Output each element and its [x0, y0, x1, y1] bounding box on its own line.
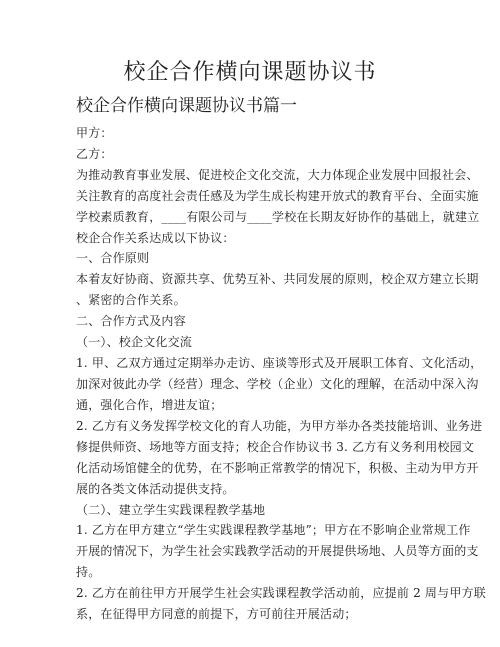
subsection-heading-line: （一）、校企文化交流 — [76, 335, 193, 349]
party-b-line: 乙方： — [76, 147, 113, 161]
paragraph-line: 通，强化合作，增进友谊； — [76, 398, 223, 412]
paragraph-line: 持。 — [76, 565, 101, 579]
paragraph-line: 1. 甲、乙双方通过定期举办走访、座谈等形式及开展职工体育、文化活动， — [76, 356, 483, 370]
paragraph-line: 校企合作关系达成以下协议： — [76, 231, 235, 245]
paragraph-line: 2. 乙方有义务发挥学校文化的育人功能，为甲方举办各类技能培训、业务进 — [76, 419, 483, 433]
paragraph-line: 修提供师资、场地等方面支持；校企合作协议书 3. 乙方有义务利用校园文 — [76, 440, 475, 454]
paragraph-line: 系，在征得甲方同意的前提下，方可前往开展活动； — [76, 607, 357, 621]
paragraph-line: 加深对彼此办学（经营）理念、学校（企业）文化的理解，在活动中深入沟 — [76, 377, 479, 391]
paragraph-line: 关注教育的高度社会责任感及为学生成长构建开放式的教育平台、全面实施 — [76, 189, 479, 203]
section-heading: 校企合作横向课题协议书篇一 — [76, 96, 297, 116]
paragraph-line: 1. 乙方在甲方建立“学生实践课程教学基地”；甲方在不影响企业常规工作 — [76, 523, 471, 537]
party-a-line: 甲方： — [76, 126, 113, 140]
paragraph-line: 化活动场馆健全的优势，在不影响正常教学的情况下，积极、主动为甲方开 — [76, 461, 479, 475]
paragraph-line: 展的各类文体活动提供支持。 — [76, 482, 235, 496]
document-title: 校企合作横向课题协议书 — [123, 60, 377, 85]
section-heading-line: 二、合作方式及内容 — [76, 314, 186, 328]
paragraph-line: 开展的情况下，为学生社会实践教学活动的开展提供场地、人员等方面的支 — [76, 544, 479, 558]
subsection-heading-line: （二）、建立学生实践课程教学基地 — [76, 503, 266, 517]
paragraph-line: 本着友好协商、资源共享、优势互补、共同发展的原则，校企双方建立长期 — [76, 272, 479, 286]
paragraph-line: 学校素质教育，____有限公司与____学校在长期友好协作的基础上，就建立 — [76, 210, 480, 224]
paragraph-line: 2. 乙方在前往甲方开展学生社会实践课程教学活动前，应提前 2 周与甲方联 — [76, 586, 486, 600]
section-heading-line: 一、合作原则 — [76, 251, 150, 265]
paragraph-line: 、紧密的合作关系。 — [76, 293, 186, 307]
paragraph-line: 为推动教育事业发展、促进校企文化交流，大力体现企业发展中回报社会、 — [76, 168, 479, 182]
